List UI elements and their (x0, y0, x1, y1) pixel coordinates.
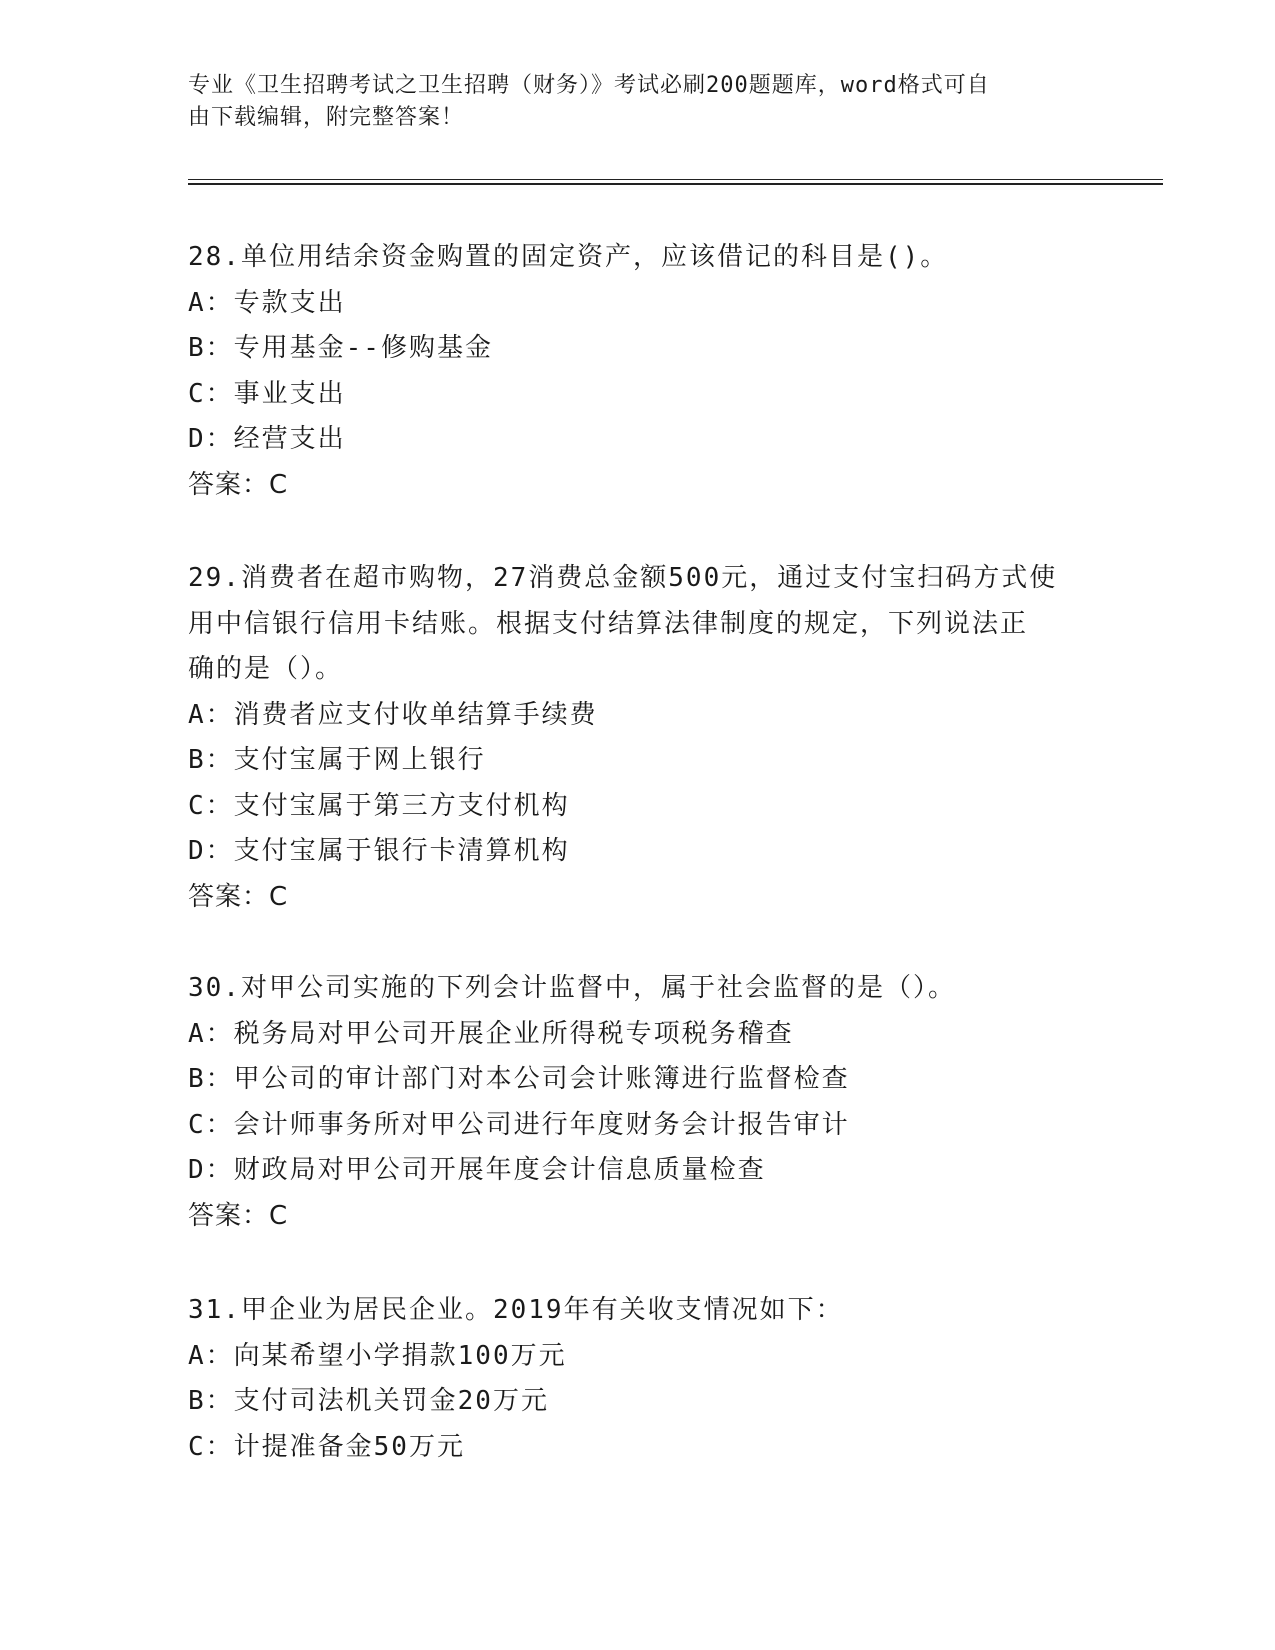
option-b: B：支付宝属于网上银行 (188, 745, 486, 775)
option-d: D：经营支出 (188, 424, 346, 454)
answer-line: 答案：C (188, 881, 289, 912)
option-d: D：财政局对甲公司开展年度会计信息质量检查 (188, 1155, 766, 1185)
header-line: 专业《卫生招聘考试之卫生招聘（财务）》考试必刷200题题库，word格式可自 (188, 73, 990, 98)
option-d: D：支付宝属于银行卡清算机构 (188, 836, 570, 866)
option-c: C：会计师事务所对甲公司进行年度财务会计报告审计 (188, 1109, 850, 1140)
option-c: C：支付宝属于第三方支付机构 (188, 790, 570, 821)
option-b: B：甲公司的审计部门对本公司会计账簿进行监督检查 (188, 1064, 850, 1094)
question-stem: 29.消费者在超市购物，27消费总金额500元，通过支付宝扫码方式使 (188, 563, 1058, 593)
header-line: 由下载编辑，附完整答案！ (188, 105, 465, 130)
option-a: A：专款支出 (188, 287, 346, 318)
option-b: B：专用基金--修购基金 (188, 333, 493, 363)
option-c: C：计提准备金50万元 (188, 1431, 465, 1462)
question-28 (188, 235, 1088, 508)
document-header (188, 70, 1088, 134)
option-a: A：税务局对甲公司开展企业所得税专项税务稽查 (188, 1018, 794, 1049)
answer-line: 答案：C (188, 1200, 289, 1231)
header-divider (188, 179, 1163, 180)
option-b: B：支付司法机关罚金20万元 (188, 1386, 549, 1416)
question-stem: 用中信银行信用卡结账。根据支付结算法律制度的规定，下列说法正 (188, 608, 1029, 639)
question-31 (188, 1288, 1088, 1470)
option-a: A：向某希望小学捐款100万元 (188, 1340, 567, 1371)
option-a: A：消费者应支付收单结算手续费 (188, 699, 598, 730)
option-c: C：事业支出 (188, 378, 346, 409)
question-30 (188, 966, 1088, 1239)
question-stem: 确的是（）。 (188, 654, 344, 684)
question-stem: 30.对甲公司实施的下列会计监督中，属于社会监督的是（）。 (188, 973, 956, 1003)
answer-line: 答案：C (188, 469, 289, 500)
header-divider (188, 183, 1163, 185)
question-29 (188, 556, 1088, 920)
question-stem: 31.甲企业为居民企业。2019年有关收支情况如下： (188, 1295, 844, 1325)
question-stem: 28.单位用结余资金购置的固定资产，应该借记的科目是()。 (188, 242, 949, 272)
